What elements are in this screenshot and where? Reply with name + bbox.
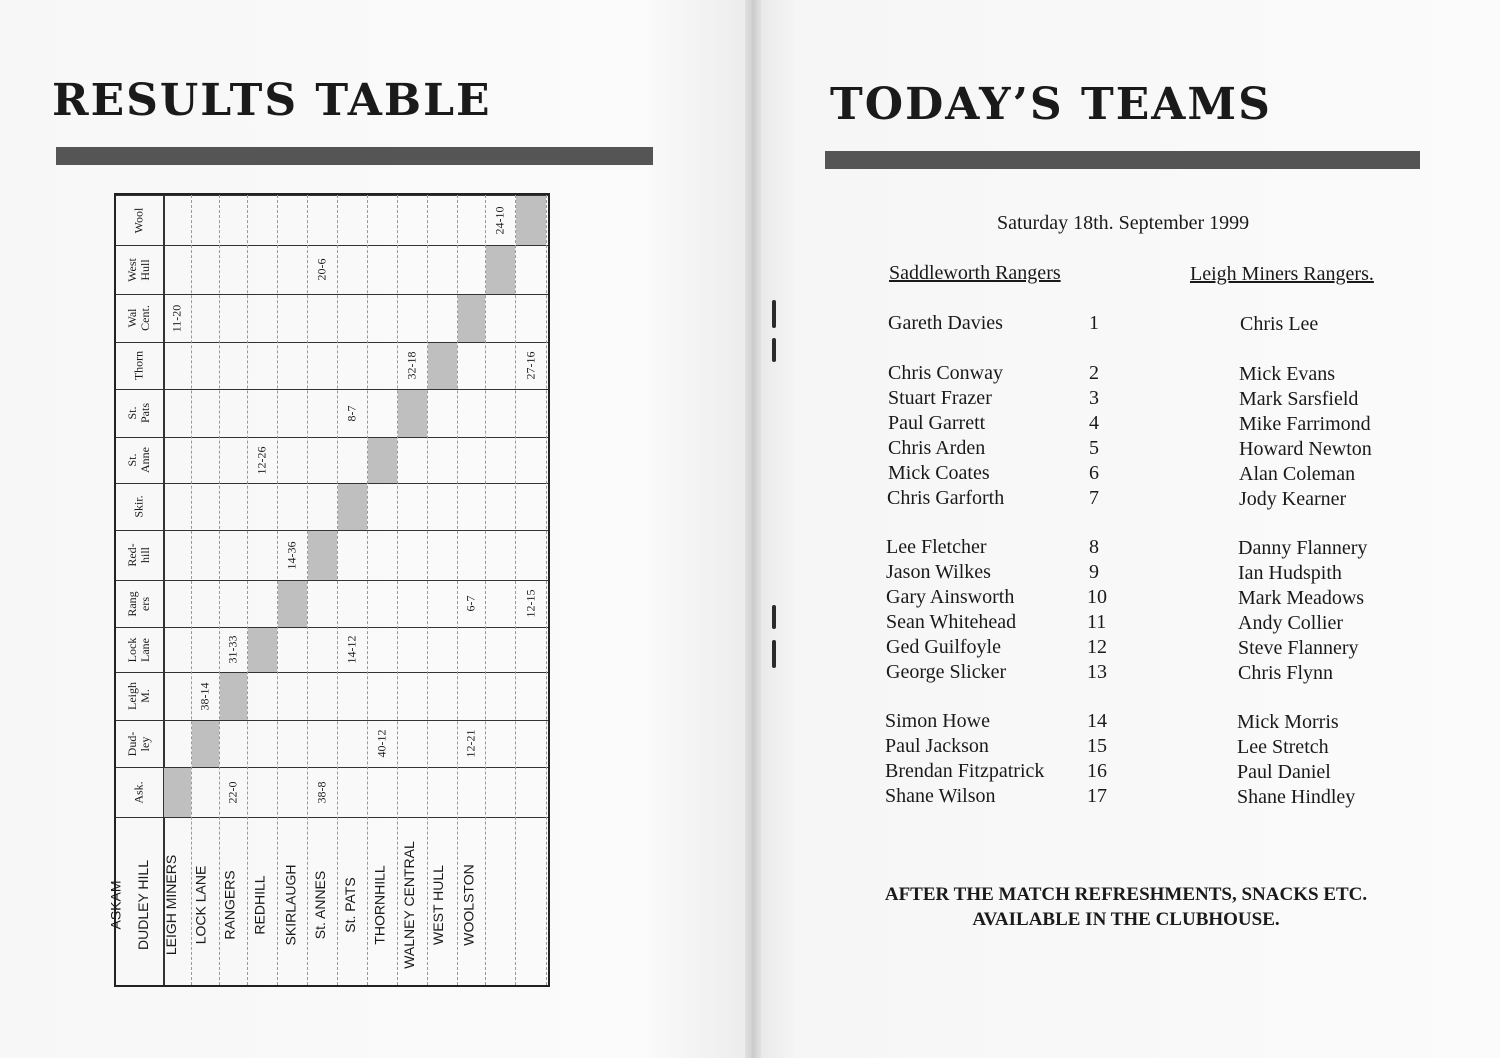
column-header-label: West Hull (125, 257, 152, 282)
home-player-name: Brendan Fitzpatrick (885, 760, 1045, 782)
results-table (107, 193, 550, 987)
row-team-name: WOOLSTON (460, 864, 477, 946)
player-number: 9 (1089, 561, 1099, 583)
score-cell (185, 676, 225, 716)
score-value: 38-14 (197, 682, 212, 710)
diagonal-shaded-cell (192, 721, 219, 767)
column-header (117, 438, 161, 482)
title-underline-bar (56, 147, 653, 165)
player-number: 17 (1087, 785, 1107, 807)
away-player-name: Ian Hudspith (1238, 562, 1342, 584)
score-cell (242, 440, 282, 480)
staple-mark (772, 300, 776, 328)
away-player-name: Shane Hindley (1237, 786, 1356, 808)
column-header (117, 770, 161, 814)
score-cell (451, 584, 491, 624)
row-team-name: DUDLEY HILL (135, 859, 152, 951)
column-header-label: St. Anne (125, 447, 152, 473)
diagonal-shaded-cell (398, 390, 427, 437)
refreshments-notice: AFTER THE MATCH REFRESHMENTS, SNACKS ETC. (884, 884, 1368, 905)
away-team-heading: Leigh Miners Rangers. (1190, 263, 1374, 285)
home-player-name: Gary Ainsworth (886, 586, 1015, 608)
todays-teams-title: TODAY’S TEAMS (830, 79, 1272, 130)
away-player-name: Danny Flannery (1238, 537, 1368, 559)
column-header (117, 582, 161, 626)
score-value: 24-10 (492, 206, 507, 234)
row-team-name: RANGERS (222, 870, 239, 940)
match-date: Saturday 18th. September 1999 (997, 212, 1250, 234)
away-player-name: Steve Flannery (1238, 637, 1359, 659)
score-value: 38-8 (314, 781, 329, 803)
diagonal-shaded-cell (486, 246, 515, 294)
score-cell (511, 346, 551, 386)
grid-line (116, 580, 548, 581)
grid-line (307, 195, 308, 985)
refreshments-notice: AVAILABLE IN THE CLUBHOUSE. (972, 909, 1280, 930)
away-player-name: Lee Stretch (1237, 736, 1329, 758)
row-team-name: LEIGH MINERS (163, 854, 180, 956)
grid-line (116, 483, 548, 484)
score-cell (157, 298, 197, 338)
home-player-name: Chris Conway (888, 362, 1003, 384)
away-player-name: Paul Daniel (1237, 761, 1331, 783)
column-header (117, 296, 161, 340)
grid-line (116, 245, 548, 246)
away-player-name: Chris Lee (1240, 313, 1319, 335)
away-player-name: Mick Evans (1239, 363, 1336, 385)
home-player-name: Paul Garrett (888, 412, 986, 434)
results-table-title: RESULTS TABLE (52, 75, 492, 126)
column-header (117, 485, 161, 529)
score-value: 40-12 (374, 729, 389, 758)
column-header-label: Leigh M. (125, 682, 152, 710)
staple-mark (772, 338, 776, 362)
home-player-name: Mick Coates (888, 462, 990, 484)
away-player-name: Alan Coleman (1239, 463, 1356, 485)
home-player-name: Stuart Frazer (888, 387, 992, 409)
score-cell (213, 630, 253, 670)
column-header (117, 391, 161, 435)
column-header (117, 628, 161, 672)
score-cell (362, 724, 402, 764)
title-underline-bar (825, 151, 1420, 169)
row-team-name: SKIRLAUGH (282, 864, 299, 946)
column-header-label: Skir. (131, 495, 146, 518)
score-value: 6-7 (463, 595, 478, 612)
spine-fold (745, 0, 761, 1058)
home-player-name: Simon Howe (885, 710, 990, 732)
player-number: 10 (1087, 586, 1107, 608)
away-player-name: Jody Kearner (1239, 488, 1347, 510)
column-header-label: Wool (131, 207, 146, 233)
row-team-name: St. PATS (342, 877, 358, 933)
player-number: 5 (1089, 437, 1099, 459)
home-player-name: Chris Arden (888, 437, 986, 459)
grid-line (116, 720, 548, 721)
away-player-name: Mark Sarsfield (1239, 388, 1359, 410)
diagonal-shaded-cell (308, 531, 337, 580)
home-player-name: Lee Fletcher (886, 536, 987, 558)
score-cell (511, 584, 551, 624)
column-header-label: Ask. (131, 780, 146, 804)
row-team-name: REDHILL (252, 875, 269, 935)
player-number: 6 (1089, 462, 1099, 484)
column-header-label: Dud- ley (125, 731, 152, 756)
home-player-name: Shane Wilson (885, 785, 996, 807)
grid-line (116, 627, 548, 628)
grid-line (116, 672, 548, 673)
score-value: 27-16 (523, 351, 537, 380)
score-cell (302, 250, 342, 290)
score-cell (332, 630, 372, 670)
player-number: 4 (1089, 412, 1099, 434)
score-cell (480, 200, 520, 240)
row-team-name: WEST HULL (430, 865, 446, 945)
player-number: 11 (1087, 611, 1107, 633)
score-cell (392, 346, 432, 386)
away-player-name: Chris Flynn (1238, 662, 1334, 684)
column-header-label: Rang ers (125, 590, 152, 617)
grid-line (116, 817, 548, 818)
score-cell (302, 772, 342, 812)
grid-line (397, 195, 398, 985)
away-player-name: Mick Morris (1237, 711, 1339, 733)
row-team-name: WALNEY CENTRAL (401, 841, 417, 969)
player-number: 3 (1089, 387, 1099, 409)
score-value: 12-26 (254, 446, 269, 474)
player-number: 1 (1089, 312, 1099, 334)
column-header-label: Lock Lane (125, 637, 152, 662)
row-team-name: ASKAM (107, 880, 124, 930)
grid-line (116, 389, 548, 390)
row-team-name: St. ANNES (312, 870, 328, 940)
player-number: 8 (1089, 536, 1099, 558)
home-player-name: George Slicker (886, 661, 1007, 683)
home-player-name: Sean Whitehead (886, 611, 1017, 633)
score-cell (332, 393, 372, 433)
away-player-name: Mike Farrimond (1239, 413, 1371, 435)
home-player-name: Jason Wilkes (886, 561, 991, 583)
grid-line (247, 195, 248, 985)
home-player-name: Ged Guilfoyle (886, 636, 1001, 658)
player-number: 16 (1087, 760, 1107, 782)
column-header-label: St. Pats (125, 403, 152, 424)
column-header (117, 674, 161, 718)
score-value: 32-18 (404, 351, 419, 380)
row-team-name: LOCK LANE (192, 865, 208, 945)
player-number: 14 (1087, 710, 1107, 732)
grid-line (116, 195, 548, 196)
home-team-heading: Saddleworth Rangers (889, 262, 1061, 284)
player-number: 7 (1089, 487, 1099, 509)
player-number: 2 (1089, 362, 1099, 384)
away-player-name: Mark Meadows (1238, 587, 1365, 609)
away-player-name: Howard Newton (1239, 438, 1372, 460)
score-value: 31-33 (225, 635, 240, 664)
score-cell (451, 724, 491, 764)
column-header (117, 248, 161, 292)
column-header-label: Wal Cent. (125, 305, 152, 331)
score-value: 12-21 (463, 729, 478, 758)
grid-line (116, 342, 548, 343)
score-value: 8-7 (344, 405, 359, 421)
score-value: 22-0 (225, 781, 240, 803)
diagonal-shaded-cell (164, 768, 191, 817)
staple-mark (772, 640, 776, 668)
column-header-label: Thorn (131, 350, 146, 381)
home-player-name: Gareth Davies (888, 312, 1003, 334)
score-cell (272, 535, 312, 575)
row-team-label (460, 825, 544, 985)
score-cell (213, 772, 253, 812)
grid-line (337, 195, 338, 985)
grid-line (427, 195, 428, 985)
column-header (117, 722, 161, 766)
player-number: 15 (1087, 735, 1107, 757)
diagonal-shaded-cell (338, 484, 367, 530)
column-header (117, 198, 161, 242)
staple-mark (772, 605, 776, 629)
row-team-name: THORNHILL (372, 865, 389, 945)
score-value: 20-6 (314, 258, 329, 281)
score-value: 14-36 (284, 541, 299, 569)
player-number: 12 (1087, 636, 1107, 658)
diagonal-shaded-cell (428, 343, 457, 389)
away-player-name: Andy Collier (1238, 612, 1343, 634)
diagonal-shaded-cell (278, 581, 307, 627)
player-number: 13 (1087, 661, 1107, 683)
score-value: 14-12 (344, 635, 359, 664)
column-header-label: Red- hill (125, 543, 152, 567)
diagonal-shaded-cell (368, 438, 397, 483)
diagonal-shaded-cell (458, 295, 485, 342)
home-player-name: Chris Garforth (887, 487, 1005, 509)
home-player-name: Paul Jackson (885, 735, 989, 757)
grid-line (367, 195, 368, 985)
diagonal-shaded-cell (516, 196, 546, 245)
score-value: 12-15 (523, 589, 537, 618)
score-value: 11-20 (169, 304, 184, 332)
grid-line (116, 437, 548, 438)
column-header (117, 533, 161, 577)
column-header (117, 344, 161, 388)
